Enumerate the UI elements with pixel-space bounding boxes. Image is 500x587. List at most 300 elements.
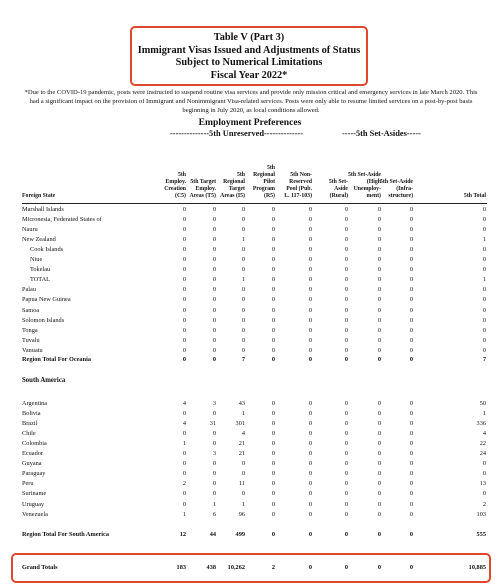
cell-total: 22 xyxy=(479,440,486,448)
title-line-4: Fiscal Year 2022* xyxy=(210,69,288,81)
cell-c5: 0 xyxy=(182,266,186,274)
cell-rural: 0 xyxy=(344,490,348,498)
cell-r5: 0 xyxy=(271,420,275,428)
cell-c5: 0 xyxy=(182,256,186,264)
cell-infra: 0 xyxy=(409,226,413,234)
foreign-state-name: Peru xyxy=(22,480,34,488)
cell-t5: 0 xyxy=(212,460,216,468)
cell-r5: 0 xyxy=(271,336,275,344)
cell-i5: 7 xyxy=(241,356,245,363)
cell-rural: 0 xyxy=(344,450,348,458)
cell-total: 24 xyxy=(479,450,486,458)
foreign-state-name: Samoa xyxy=(22,306,40,314)
cell-nonres: 0 xyxy=(308,316,312,324)
cell-infra: 0 xyxy=(409,420,413,428)
cell-total: 0 xyxy=(482,326,486,334)
column-header-line: 5th Set-Aside xyxy=(347,172,381,178)
cell-nonres: 0 xyxy=(308,450,312,458)
cell-r5: 0 xyxy=(271,346,275,354)
column-header-line: ment) xyxy=(366,193,381,199)
cell-nonres: 0 xyxy=(308,490,312,498)
column-header-foreign-state xyxy=(22,150,122,200)
cell-r5: 0 xyxy=(271,400,275,407)
cell-i5: 1 xyxy=(241,276,245,284)
cell-i5: 499 xyxy=(235,531,245,538)
cell-rural: 0 xyxy=(344,500,348,508)
column-header-line: Pilot xyxy=(263,179,275,185)
cell-unemp: 0 xyxy=(377,400,381,407)
table-row xyxy=(0,510,500,520)
cell-unemp: 0 xyxy=(377,246,381,254)
cell-infra: 0 xyxy=(409,216,413,224)
column-header-line: Employ. xyxy=(195,186,216,192)
cell-c5: 12 xyxy=(179,531,186,538)
table-row xyxy=(0,295,500,305)
column-header-line: Pool (Pub. xyxy=(286,186,312,192)
column-header-line: (Infra- xyxy=(396,186,413,192)
cell-infra: 0 xyxy=(409,490,413,498)
foreign-state-name: Argentina xyxy=(22,400,48,407)
cell-t5: 0 xyxy=(212,480,216,488)
column-header-line: structure) xyxy=(388,193,413,199)
cell-rural: 0 xyxy=(344,236,348,244)
cell-unemp: 0 xyxy=(377,410,381,418)
cell-nonres: 0 xyxy=(308,440,312,448)
cell-nonres: 0 xyxy=(308,216,312,224)
cell-i5: 21 xyxy=(238,440,245,448)
cell-nonres: 0 xyxy=(308,326,312,334)
cell-total: 50 xyxy=(479,400,486,407)
foreign-state-name: Papua New Guinea xyxy=(22,296,71,304)
cell-t5: 0 xyxy=(212,286,216,294)
cell-rural: 0 xyxy=(344,266,348,274)
cell-total: 1 xyxy=(482,276,486,284)
cell-r5: 0 xyxy=(271,490,275,498)
cell-unemp: 0 xyxy=(377,510,381,518)
cell-c5: 0 xyxy=(182,430,186,438)
cell-unemp: 0 xyxy=(377,460,381,468)
cell-total: 2 xyxy=(482,500,486,508)
cell-c5: 0 xyxy=(182,500,186,508)
cell-r5: 0 xyxy=(271,226,275,234)
cell-total: 0 xyxy=(482,286,486,294)
table-row xyxy=(0,419,500,429)
cell-rural: 0 xyxy=(344,460,348,468)
cell-infra: 0 xyxy=(409,276,413,284)
cell-i5: 0 xyxy=(241,226,245,234)
foreign-state-name: Tonga xyxy=(22,326,38,334)
cell-rural: 0 xyxy=(344,440,348,448)
cell-unemp: 0 xyxy=(377,286,381,294)
table-row xyxy=(0,225,500,235)
cell-c5: 0 xyxy=(182,276,186,284)
cell-total: 4 xyxy=(482,430,486,438)
cell-rural: 0 xyxy=(344,246,348,254)
foreign-state-name: Micronesia, Federated States of xyxy=(22,216,102,224)
cell-r5: 0 xyxy=(271,450,275,458)
cell-nonres: 0 xyxy=(308,266,312,274)
cell-i5: 0 xyxy=(241,326,245,334)
cell-nonres: 0 xyxy=(308,286,312,294)
cell-c5: 0 xyxy=(182,490,186,498)
cell-i5: 301 xyxy=(235,420,245,428)
cell-rural: 0 xyxy=(344,564,348,571)
column-header-line: 5th Target xyxy=(190,179,216,185)
cell-i5: 43 xyxy=(238,400,245,407)
column-header-line: (High xyxy=(366,179,381,185)
cell-nonres: 0 xyxy=(308,410,312,418)
cell-total: 0 xyxy=(482,226,486,234)
cell-c5: 0 xyxy=(182,336,186,344)
cell-unemp: 0 xyxy=(377,531,381,538)
cell-unemp: 0 xyxy=(377,326,381,334)
table-row xyxy=(0,439,500,449)
cell-r5: 0 xyxy=(271,286,275,294)
cell-total: 0 xyxy=(482,346,486,354)
cell-rural: 0 xyxy=(344,400,348,407)
cell-c5: 0 xyxy=(182,326,186,334)
column-header-line: (C5) xyxy=(175,193,186,199)
table-row xyxy=(0,245,500,255)
foreign-state-name: Ecuador xyxy=(22,450,43,458)
cell-rural: 0 xyxy=(344,286,348,294)
column-header-line: Aside xyxy=(334,186,348,192)
cell-t5: 3 xyxy=(212,450,216,458)
foreign-state-name: Region Total For Oceania xyxy=(22,356,91,363)
foreign-state-name: Marshall Islands xyxy=(22,206,64,213)
cell-rural: 0 xyxy=(344,316,348,324)
cell-nonres: 0 xyxy=(308,356,312,363)
cell-nonres: 0 xyxy=(308,206,312,213)
table-row xyxy=(0,205,500,215)
title-line-2: Immigrant Visas Issued and Adjustments of Status xyxy=(137,44,361,56)
cell-unemp: 0 xyxy=(377,564,381,571)
cell-unemp: 0 xyxy=(377,500,381,508)
cell-total: 1 xyxy=(482,410,486,418)
cell-i5: 0 xyxy=(241,336,245,344)
cell-unemp: 0 xyxy=(377,480,381,488)
cell-r5: 0 xyxy=(271,316,275,324)
cell-unemp: 0 xyxy=(377,336,381,344)
cell-infra: 0 xyxy=(409,460,413,468)
cell-nonres: 0 xyxy=(308,480,312,488)
cell-unemp: 0 xyxy=(377,430,381,438)
column-header-line: Areas (T5) xyxy=(189,193,216,199)
column-header-infra xyxy=(371,150,413,200)
cell-total: 0 xyxy=(482,316,486,324)
cell-rural: 0 xyxy=(344,276,348,284)
cell-nonres: 0 xyxy=(308,430,312,438)
cell-i5: 0 xyxy=(241,346,245,354)
foreign-state-name: Chile xyxy=(22,430,36,438)
cell-r5: 0 xyxy=(271,500,275,508)
cell-infra: 0 xyxy=(409,470,413,478)
column-header-line: 5th xyxy=(266,165,275,171)
cell-i5: 0 xyxy=(241,296,245,304)
cell-total: 103 xyxy=(476,510,486,518)
foreign-state-name: Vanuatu xyxy=(22,346,43,354)
cell-i5: 1 xyxy=(241,410,245,418)
column-header-line: 5th xyxy=(177,172,186,178)
group-header-set-asides: -----5th Set-Asides----- xyxy=(342,129,421,138)
cell-nonres: 0 xyxy=(308,531,312,538)
cell-i5: 1 xyxy=(241,236,245,244)
cell-total: 555 xyxy=(476,531,486,538)
cell-c5: 0 xyxy=(182,246,186,254)
cell-c5: 2 xyxy=(182,480,186,488)
cell-infra: 0 xyxy=(409,480,413,488)
title-line-1: Table V (Part 3) xyxy=(213,32,285,43)
cell-total: 336 xyxy=(476,420,486,428)
column-header-line: 5th Total xyxy=(463,193,486,199)
column-header-line: (R5) xyxy=(264,193,275,199)
table-row xyxy=(0,336,500,346)
cell-nonres: 0 xyxy=(308,306,312,314)
cell-unemp: 0 xyxy=(377,490,381,498)
table-row xyxy=(0,215,500,225)
cell-c5: 0 xyxy=(182,296,186,304)
cell-infra: 0 xyxy=(409,400,413,407)
foreign-state-name: Nauru xyxy=(22,226,38,234)
group-header-unreserved: --------------5th Unreserved-------------- xyxy=(170,129,304,138)
cell-total: 0 xyxy=(482,296,486,304)
cell-unemp: 0 xyxy=(377,266,381,274)
cell-c5: 0 xyxy=(182,236,186,244)
cell-t5: 0 xyxy=(212,346,216,354)
foreign-state-name: Palau xyxy=(22,286,36,294)
cell-unemp: 0 xyxy=(377,420,381,428)
column-header-line: Regional xyxy=(223,179,245,185)
cell-i5: 0 xyxy=(241,470,245,478)
foreign-state-name: Niue xyxy=(30,256,43,264)
cell-c5: 183 xyxy=(176,564,186,571)
cell-t5: 0 xyxy=(212,470,216,478)
cell-rural: 0 xyxy=(344,470,348,478)
section-title: Employment Preferences xyxy=(198,117,302,128)
cell-i5: 0 xyxy=(241,316,245,324)
cell-infra: 0 xyxy=(409,316,413,324)
cell-c5: 0 xyxy=(182,316,186,324)
cell-r5: 0 xyxy=(271,440,275,448)
table-row xyxy=(0,500,500,510)
cell-t5: 0 xyxy=(212,326,216,334)
cell-nonres: 0 xyxy=(308,420,312,428)
cell-unemp: 0 xyxy=(377,206,381,213)
cell-i5: 0 xyxy=(241,266,245,274)
foreign-state-name: Region Total For South America xyxy=(22,531,109,538)
cell-nonres: 0 xyxy=(308,460,312,468)
cell-r5: 0 xyxy=(271,276,275,284)
cell-infra: 0 xyxy=(409,206,413,213)
cell-r5: 0 xyxy=(271,460,275,468)
grand-totals-highlight xyxy=(11,553,491,583)
cell-unemp: 0 xyxy=(377,226,381,234)
column-header-line: Employ. xyxy=(165,179,186,185)
cell-rural: 0 xyxy=(344,336,348,344)
cell-total: 0 xyxy=(482,246,486,254)
cell-total: 0 xyxy=(482,470,486,478)
cell-total: 10,885 xyxy=(468,564,486,571)
cell-nonres: 0 xyxy=(308,256,312,264)
cell-nonres: 0 xyxy=(308,296,312,304)
cell-r5: 0 xyxy=(271,256,275,264)
cell-rural: 0 xyxy=(344,256,348,264)
cell-t5: 0 xyxy=(212,226,216,234)
cell-i5: 11 xyxy=(238,480,245,488)
cell-unemp: 0 xyxy=(377,450,381,458)
cell-t5: 0 xyxy=(212,306,216,314)
cell-nonres: 0 xyxy=(308,564,312,571)
cell-infra: 0 xyxy=(409,564,413,571)
cell-nonres: 0 xyxy=(308,470,312,478)
cell-r5: 0 xyxy=(271,216,275,224)
cell-total: 0 xyxy=(482,206,486,213)
cell-t5: 0 xyxy=(212,410,216,418)
foreign-state-name: Paraguay xyxy=(22,470,46,478)
column-header-line: Reserved xyxy=(289,179,312,185)
cell-t5: 0 xyxy=(212,256,216,264)
header-rule xyxy=(22,203,487,204)
cell-c5: 0 xyxy=(182,216,186,224)
column-header-line: 5th Set- xyxy=(328,179,348,185)
cell-t5: 0 xyxy=(212,336,216,344)
column-header-line: L. 117-103) xyxy=(284,193,312,199)
column-header-line: 5th Set-Aside xyxy=(379,179,413,185)
cell-r5: 0 xyxy=(271,410,275,418)
foreign-state-name: Uruguay xyxy=(22,500,45,508)
cell-unemp: 0 xyxy=(377,470,381,478)
cell-r5: 0 xyxy=(271,470,275,478)
table-row xyxy=(0,235,500,245)
cell-i5: 96 xyxy=(238,510,245,518)
cell-rural: 0 xyxy=(344,216,348,224)
cell-t5: 6 xyxy=(212,510,216,518)
cell-i5: 0 xyxy=(241,490,245,498)
cell-t5: 0 xyxy=(212,356,216,363)
table-row xyxy=(0,489,500,499)
cell-unemp: 0 xyxy=(377,236,381,244)
column-header-line: Areas (I5) xyxy=(220,193,245,199)
cell-r5: 0 xyxy=(271,296,275,304)
cell-r5: 0 xyxy=(271,510,275,518)
cell-total: 0 xyxy=(482,336,486,344)
table-row xyxy=(0,399,500,409)
foreign-state-name: Guyana xyxy=(22,460,42,468)
cell-c5: 0 xyxy=(182,206,186,213)
foreign-state-name: Grand Totals xyxy=(22,564,58,571)
cell-total: 0 xyxy=(482,216,486,224)
cell-nonres: 0 xyxy=(308,236,312,244)
cell-infra: 0 xyxy=(409,531,413,538)
covid-footnote: *Due to the COVID-19 pandemic, posts were instructed to suspend routine visa services and provide only mission critical and emergency services in late March 2020. This had a significant impact on the provision of Immigrant and Nonimmigrant Visa-related services. Posts were only able to resume limited services on a post-by-post basis beginning in July 2020, as local conditions allowed. xyxy=(24,89,478,115)
column-header-label: Foreign State xyxy=(22,193,56,199)
cell-i5: 0 xyxy=(241,286,245,294)
region-heading-south-america: South America xyxy=(22,377,66,384)
column-header-line: Creation xyxy=(164,186,186,192)
cell-total: 1 xyxy=(482,236,486,244)
cell-r5: 0 xyxy=(271,531,275,538)
cell-rural: 0 xyxy=(344,206,348,213)
cell-r5: 0 xyxy=(271,266,275,274)
cell-c5: 0 xyxy=(182,460,186,468)
cell-i5: 1 xyxy=(241,500,245,508)
table-row xyxy=(0,285,500,295)
cell-unemp: 0 xyxy=(377,306,381,314)
table-row xyxy=(0,449,500,459)
cell-c5: 0 xyxy=(182,450,186,458)
table-row xyxy=(0,316,500,326)
foreign-state-name: Bolivia xyxy=(22,410,41,418)
table-row xyxy=(0,306,500,316)
cell-infra: 0 xyxy=(409,256,413,264)
cell-t5: 0 xyxy=(212,430,216,438)
cell-c5: 0 xyxy=(182,410,186,418)
cell-total: 0 xyxy=(482,460,486,468)
cell-i5: 0 xyxy=(241,306,245,314)
cell-infra: 0 xyxy=(409,356,413,363)
foreign-state-name: TOTAL xyxy=(30,276,51,284)
column-header-line: (Rural) xyxy=(329,193,348,199)
cell-t5: 0 xyxy=(212,246,216,254)
cell-r5: 0 xyxy=(271,356,275,363)
cell-nonres: 0 xyxy=(308,336,312,344)
cell-r5: 2 xyxy=(271,564,275,571)
cell-unemp: 0 xyxy=(377,356,381,363)
cell-rural: 0 xyxy=(344,356,348,363)
cell-total: 0 xyxy=(482,306,486,314)
foreign-state-name: Brazil xyxy=(22,420,38,428)
cell-infra: 0 xyxy=(409,266,413,274)
cell-rural: 0 xyxy=(344,306,348,314)
foreign-state-name: Venezuela xyxy=(22,510,48,518)
cell-t5: 3 xyxy=(212,400,216,407)
cell-c5: 1 xyxy=(182,440,186,448)
foreign-state-name: Tokelau xyxy=(30,266,51,274)
cell-rural: 0 xyxy=(344,480,348,488)
column-header-line: Target xyxy=(228,186,245,192)
cell-c5: 0 xyxy=(182,306,186,314)
cell-i5: 0 xyxy=(241,246,245,254)
cell-infra: 0 xyxy=(409,326,413,334)
table-row xyxy=(0,469,500,479)
cell-rural: 0 xyxy=(344,326,348,334)
column-header-line: Regional xyxy=(253,172,275,178)
cell-nonres: 0 xyxy=(308,510,312,518)
table-row xyxy=(0,255,500,265)
cell-t5: 44 xyxy=(209,531,216,538)
cell-i5: 10,262 xyxy=(227,564,245,571)
cell-rural: 0 xyxy=(344,226,348,234)
cell-nonres: 0 xyxy=(308,226,312,234)
cell-t5: 0 xyxy=(212,316,216,324)
foreign-state-name: Cook Islands xyxy=(30,246,64,254)
region-total-row-south-america xyxy=(0,530,500,540)
cell-nonres: 0 xyxy=(308,500,312,508)
table-row xyxy=(0,326,500,336)
cell-infra: 0 xyxy=(409,286,413,294)
cell-rural: 0 xyxy=(344,296,348,304)
cell-rural: 0 xyxy=(344,420,348,428)
foreign-state-name: New Zealand xyxy=(22,236,56,244)
cell-unemp: 0 xyxy=(377,346,381,354)
foreign-state-name: Suriname xyxy=(22,490,47,498)
cell-total: 13 xyxy=(479,480,486,488)
cell-unemp: 0 xyxy=(377,256,381,264)
cell-unemp: 0 xyxy=(377,440,381,448)
cell-unemp: 0 xyxy=(377,276,381,284)
cell-r5: 0 xyxy=(271,206,275,213)
column-header-line: 5th xyxy=(236,172,245,178)
